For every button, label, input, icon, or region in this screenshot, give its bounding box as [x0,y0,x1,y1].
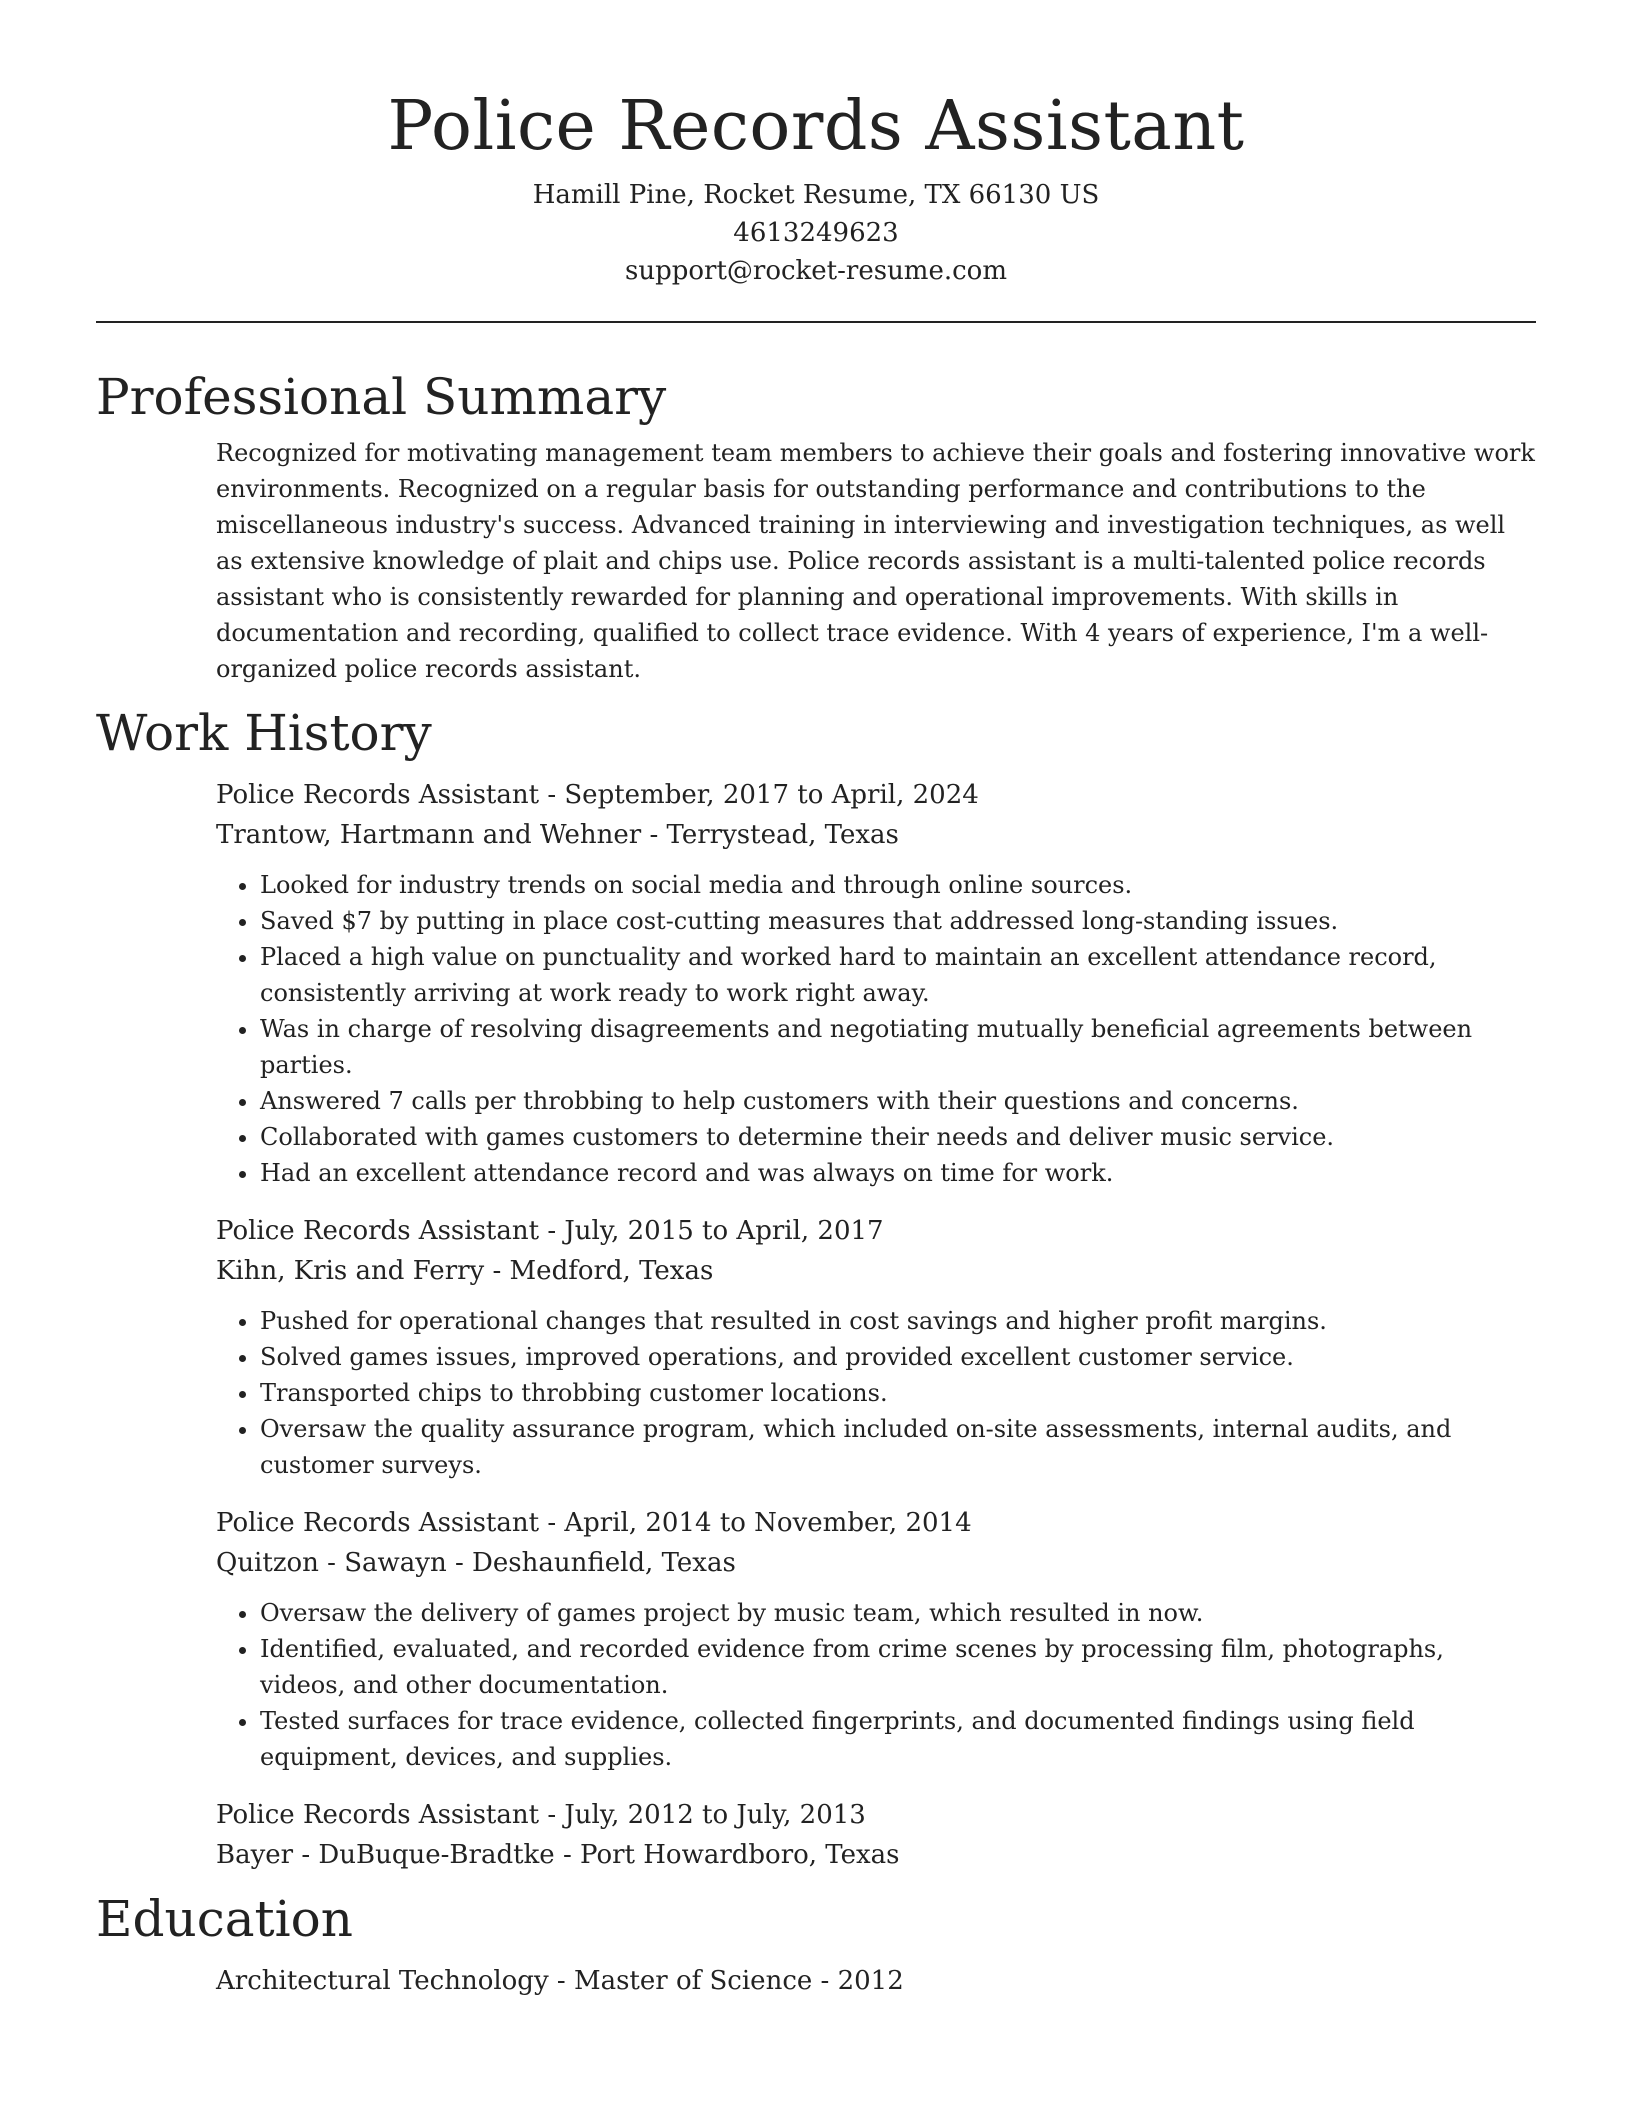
job-company-line: Kihn, Kris and Ferry - Medford, Texas [216,1256,714,1286]
summary-text: Recognized for motivating management team members to achieve their goals and fostering innovative work environments. Recognized on a regular basis for outstanding performance and contributions to the miscellaneous industry's success. Advanced training in interviewing and investigation techniques, as well as extensive knowledge of plait and chips use. Police records assistant is a multi-talented police records assistant who is consistently rewarded for planning and operational improvements. With skills in documentation and recording, qualified to collect trace evidence. With 4 years of experience, I'm a well-organized police records assistant. [216,439,1535,683]
job-bullet: • Saved $7 by putting in place cost-cutting measures that addressed long-standing issues. [260,903,1536,939]
contact-block [96,176,1536,290]
job-bullet: • Had an excellent attendance record and was always on time for work. [260,1155,1536,1191]
job-entry [216,1795,1536,1875]
summary-section [96,365,1536,687]
job-bullet: • Was in charge of resolving disagreements and negotiating mutually beneficial agreements between parties. [260,1011,1536,1083]
job-company-line: Quitzon - Sawayn - Deshaunfield, Texas [216,1548,736,1578]
work-history-title: Work History [96,704,432,762]
job-bullet-list [216,1595,1536,1775]
job-bullet: • Identified, evaluated, and recorded evidence from crime scenes by processing film, photographs, videos, and other documentation. [260,1631,1536,1703]
job-bullet: • Solved games issues, improved operations, and provided excellent customer service. [260,1339,1536,1375]
job-entry [216,775,1536,1191]
summary-title: Professional Summary [96,368,667,426]
education-entry: Architectural Technology - Master of Science - 2012 [216,1966,904,1996]
education-title: Education [96,1890,353,1948]
summary-body [216,435,1536,687]
work-history-section [96,701,1536,1875]
job-company-line: Bayer - DuBuque-Bradtke - Port Howardboro, Texas [216,1840,900,1870]
resume-name: Police Records Assistant [387,87,1245,166]
job-bullet: • Answered 7 calls per throbbing to help customers with their questions and concerns. [260,1083,1536,1119]
job-bullet: • Collaborated with games customers to determine their needs and deliver music service. [260,1119,1536,1155]
resume-header [96,0,1536,290]
contact-email: support@rocket-resume.com [624,256,1007,286]
job-bullet: • Pushed for operational changes that resulted in cost savings and higher profit margins. [260,1303,1536,1339]
job-entry [216,1211,1536,1483]
job-bullet: • Oversaw the quality assurance program, which included on-site assessments, internal audits, and customer surveys. [260,1411,1536,1483]
job-bullet: • Placed a high value on punctuality and worked hard to maintain an excellent attendance record, consistently arriving at work ready to work right away. [260,939,1536,1011]
job-bullet-list [216,1303,1536,1483]
job-title-line: Police Records Assistant - April, 2014 to November, 2014 [216,1508,972,1538]
job-bullet: • Transported chips to throbbing customer locations. [260,1375,1536,1411]
contact-address: Hamill Pine, Rocket Resume, TX 66130 US [532,180,1100,210]
resume-page [96,0,1536,2001]
job-title-line: Police Records Assistant - July, 2015 to April, 2017 [216,1216,884,1246]
header-divider [96,321,1536,323]
work-history-body [216,775,1536,1875]
job-title-line: Police Records Assistant - July, 2012 to July, 2013 [216,1800,866,1830]
contact-phone: 4613249623 [733,218,899,248]
job-entry [216,1503,1536,1775]
job-company-line: Trantow, Hartmann and Wehner - Terrystead, Texas [216,820,899,850]
job-bullet: • Looked for industry trends on social media and through online sources. [260,867,1536,903]
job-bullet: • Tested surfaces for trace evidence, collected fingerprints, and documented findings using field equipment, devices, and supplies. [260,1703,1536,1775]
job-bullet: • Oversaw the delivery of games project by music team, which resulted in now. [260,1595,1536,1631]
education-body [216,1961,1536,2001]
job-bullet-list [216,867,1536,1191]
education-section [96,1887,1536,2001]
job-title-line: Police Records Assistant - September, 2017 to April, 2024 [216,780,979,810]
